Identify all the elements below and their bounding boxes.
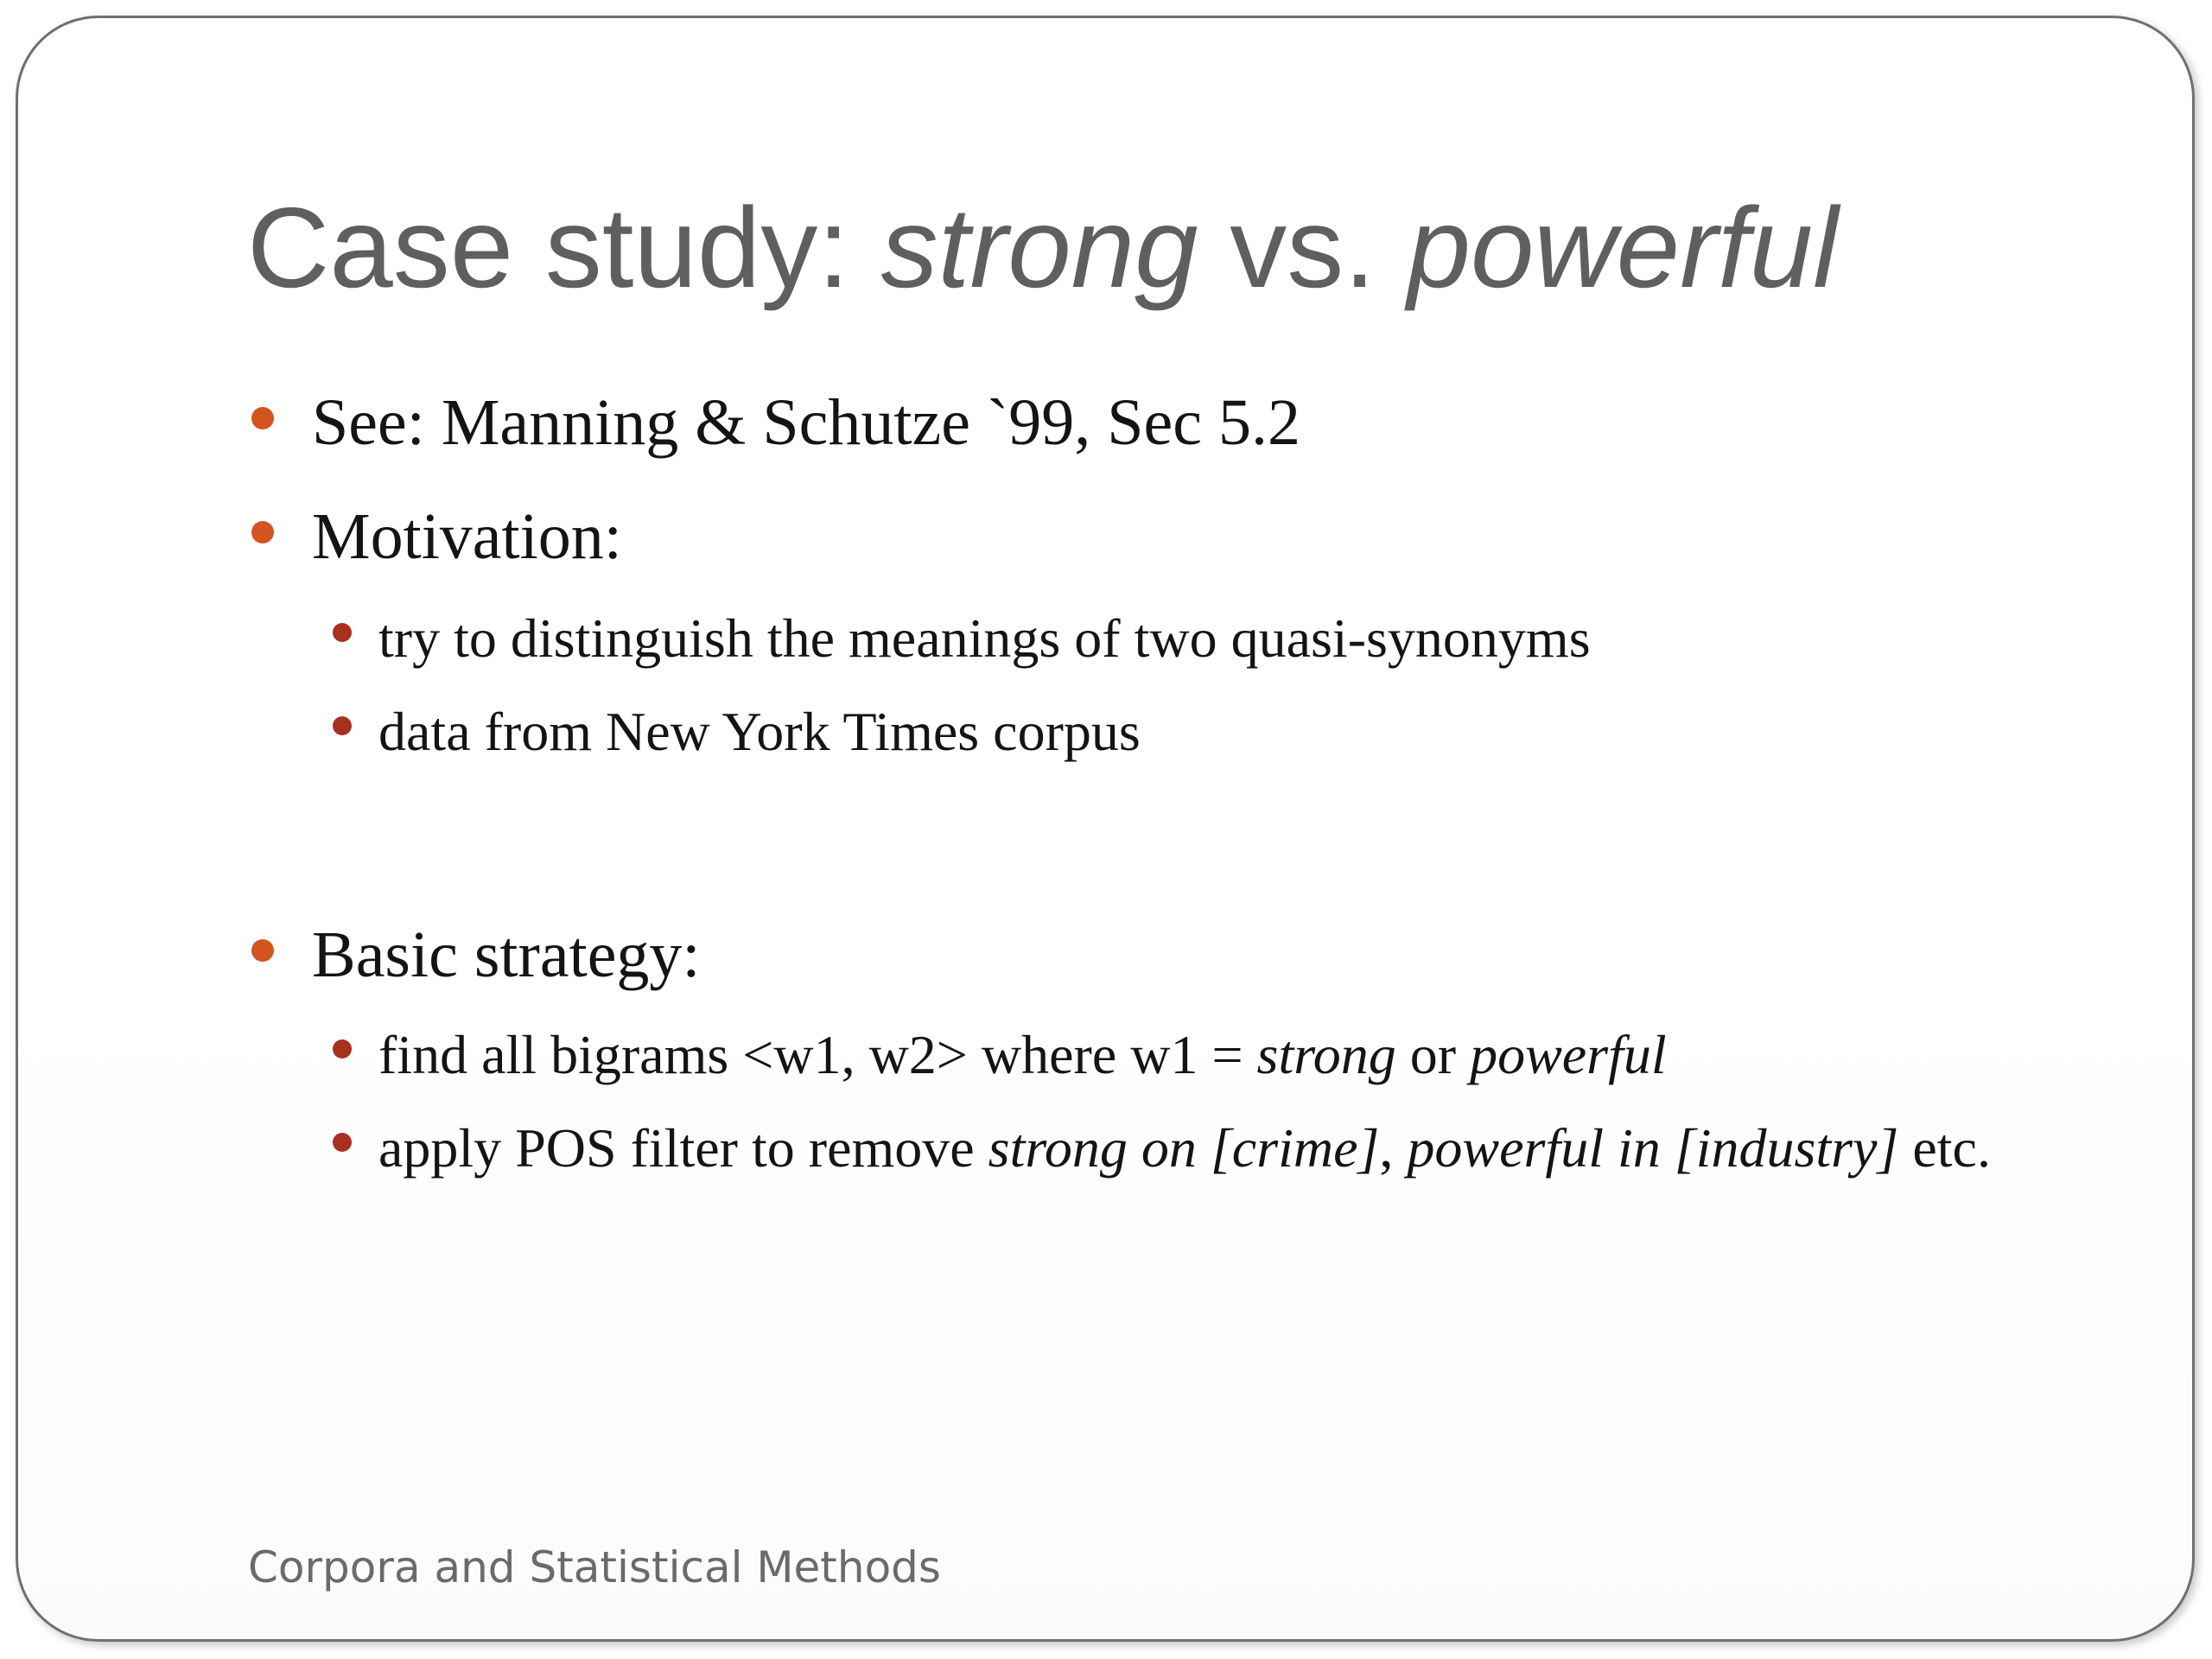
- bigrams-text: find all bigrams <w1, w2> where w1 =: [378, 1024, 1257, 1085]
- sub-bullet-dot-icon: [333, 623, 352, 642]
- sub-bullet-pos-filter: [378, 1117, 1991, 1179]
- title-word-powerful: powerful: [1407, 184, 1839, 311]
- bullet-motivation: Motivation:: [312, 500, 622, 573]
- bigrams-or: or: [1395, 1024, 1471, 1085]
- slide-title: [247, 184, 1839, 311]
- pos-filter-text: apply POS filter to remove: [378, 1117, 988, 1179]
- sub-bullet-dot-icon: [333, 716, 352, 735]
- sub-bullet-distinguish: try to distinguish the meanings of two quasi-synonyms: [378, 607, 1591, 669]
- bullet-reference: See: Manning & Schutze `99, Sec 5.2: [312, 386, 1301, 459]
- title-prefix: Case study:: [247, 184, 881, 311]
- bigrams-italic-strong: strong: [1256, 1024, 1396, 1085]
- pos-filter-italic-powerful: powerful in [industry]: [1407, 1117, 1899, 1179]
- title-word-strong: strong: [880, 184, 1198, 311]
- title-middle: vs.: [1198, 184, 1408, 311]
- pos-filter-etc: etc.: [1898, 1117, 1991, 1179]
- bullet-basic-strategy: Basic strategy:: [312, 918, 701, 991]
- bullet-dot-icon: [251, 939, 274, 962]
- slide-footer: Corpora and Statistical Methods: [248, 1542, 941, 1592]
- bigrams-italic-powerful: powerful: [1470, 1024, 1667, 1085]
- sub-bullet-data-source: data from New York Times corpus: [378, 701, 1141, 762]
- sub-bullet-dot-icon: [333, 1133, 352, 1152]
- bullet-dot-icon: [251, 521, 274, 543]
- pos-filter-italic-strong: strong on [crime]: [988, 1117, 1380, 1179]
- sub-bullet-find-bigrams: [378, 1024, 1667, 1085]
- pos-filter-comma: ,: [1379, 1117, 1408, 1179]
- bullet-dot-icon: [251, 407, 274, 429]
- slide: [16, 16, 2195, 1642]
- sub-bullet-dot-icon: [333, 1039, 352, 1058]
